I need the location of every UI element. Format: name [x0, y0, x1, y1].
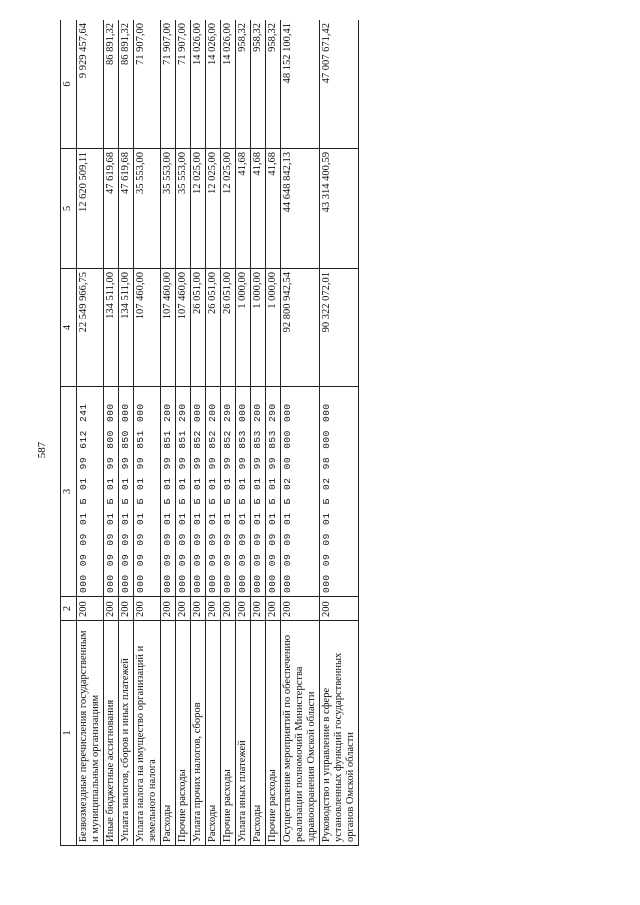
header-cell: 4	[61, 269, 77, 387]
table-wrapper	[60, 20, 620, 846]
row-value-col5: 47 619,68	[104, 149, 119, 269]
row-value-col4: 26 051,00	[191, 269, 206, 387]
row-name: Уплата налогов, сборов и иных платежей	[119, 621, 134, 846]
row-code-col2: 200	[134, 597, 161, 621]
row-code-col2: 200	[191, 597, 206, 621]
row-value-col6: 958,32	[266, 20, 281, 149]
table-row	[77, 20, 104, 846]
row-name: Прочие расходы	[221, 621, 236, 846]
header-cell: 2	[61, 597, 77, 621]
row-value-col4: 22 549 966,75	[77, 269, 104, 387]
row-code-col2: 200	[119, 597, 134, 621]
row-value-col4: 107 460,00	[176, 269, 191, 387]
row-value-col5: 35 553,00	[134, 149, 161, 269]
row-value-col6: 958,32	[251, 20, 266, 149]
row-classification-code: 000 09 09 01 Б 01 99 853 290	[266, 387, 281, 597]
row-value-col6: 9 929 457,64	[77, 20, 104, 149]
row-code-col2: 200	[281, 597, 320, 621]
table-row	[134, 20, 161, 846]
row-name: Уплата иных платежей	[236, 621, 251, 846]
header-cell: 1	[61, 621, 77, 846]
row-value-col4: 26 051,00	[206, 269, 221, 387]
row-value-col4: 134 511,00	[119, 269, 134, 387]
row-value-col5: 12 620 509,11	[77, 149, 104, 269]
table-row	[206, 20, 221, 846]
row-name: Расходы	[206, 621, 221, 846]
row-value-col4: 1 000,00	[251, 269, 266, 387]
row-classification-code: 000 09 09 01 Б 01 99 853 000	[236, 387, 251, 597]
row-value-col5: 43 314 400,59	[320, 149, 359, 269]
row-value-col6: 14 026,00	[221, 20, 236, 149]
row-value-col6: 86 891,32	[119, 20, 134, 149]
row-name: Расходы	[251, 621, 266, 846]
row-name: Расходы	[161, 621, 176, 846]
row-value-col5: 12 025,00	[221, 149, 236, 269]
row-name: Уплата налога на имущество организаций и земельного налога	[134, 621, 161, 846]
row-value-col5: 35 553,00	[161, 149, 176, 269]
row-value-col5: 44 648 842,13	[281, 149, 320, 269]
header-cell: 3	[61, 387, 77, 597]
row-value-col4: 92 800 942,54	[281, 269, 320, 387]
table-row	[236, 20, 251, 846]
row-value-col4: 90 322 072,01	[320, 269, 359, 387]
row-classification-code: 000 09 09 01 Б 01 99 852 000	[191, 387, 206, 597]
row-value-col5: 41,68	[236, 149, 251, 269]
row-code-col2: 200	[161, 597, 176, 621]
row-value-col6: 48 152 100,41	[281, 20, 320, 149]
row-value-col5: 41,68	[266, 149, 281, 269]
row-value-col5: 12 025,00	[191, 149, 206, 269]
row-name: Осуществление мероприятий по обеспечению реализации полномочий Министерства здравоохранения Омской области	[281, 621, 320, 846]
row-value-col4: 1 000,00	[236, 269, 251, 387]
budget-table	[60, 20, 359, 846]
row-value-col6: 86 891,32	[104, 20, 119, 149]
row-value-col4: 26 051,00	[221, 269, 236, 387]
table-row	[251, 20, 266, 846]
row-classification-code: 000 09 09 01 Б 01 99 851 200	[161, 387, 176, 597]
row-value-col5: 12 025,00	[206, 149, 221, 269]
table-row	[320, 20, 359, 846]
row-classification-code: 000 09 09 01 Б 01 99 800 000	[104, 387, 119, 597]
row-value-col6: 14 026,00	[191, 20, 206, 149]
row-classification-code: 000 09 09 01 Б 01 99 851 290	[176, 387, 191, 597]
row-code-col2: 200	[251, 597, 266, 621]
table-row	[266, 20, 281, 846]
row-classification-code: 000 09 09 01 Б 01 99 853 200	[251, 387, 266, 597]
row-classification-code: 000 09 09 01 Б 02 00 000 000	[281, 387, 320, 597]
row-name: Прочие расходы	[176, 621, 191, 846]
table-row	[119, 20, 134, 846]
row-classification-code: 000 09 09 01 Б 01 99 851 000	[134, 387, 161, 597]
row-code-col2: 200	[176, 597, 191, 621]
row-code-col2: 200	[236, 597, 251, 621]
row-value-col6: 71 907,00	[161, 20, 176, 149]
row-code-col2: 200	[77, 597, 104, 621]
row-name: Прочие расходы	[266, 621, 281, 846]
row-value-col5: 35 553,00	[176, 149, 191, 269]
row-classification-code: 000 09 09 01 Б 01 99 852 290	[221, 387, 236, 597]
rotated-table-area	[60, 20, 620, 846]
row-name: Иные бюджетные ассигнования	[104, 621, 119, 846]
row-code-col2: 200	[320, 597, 359, 621]
header-row	[61, 20, 77, 846]
row-value-col5: 41,68	[251, 149, 266, 269]
row-value-col6: 14 026,00	[206, 20, 221, 149]
row-name: Руководство и управление в сфере установленных функций государственных органов Омской области	[320, 621, 359, 846]
row-value-col4: 134 511,00	[104, 269, 119, 387]
header-cell: 5	[61, 149, 77, 269]
row-code-col2: 200	[206, 597, 221, 621]
row-value-col6: 71 907,00	[176, 20, 191, 149]
row-code-col2: 200	[221, 597, 236, 621]
row-value-col6: 47 007 671,42	[320, 20, 359, 149]
row-classification-code: 000 09 09 01 Б 01 99 850 000	[119, 387, 134, 597]
row-code-col2: 200	[266, 597, 281, 621]
row-value-col6: 958,32	[236, 20, 251, 149]
table-row	[221, 20, 236, 846]
row-value-col4: 107 460,00	[161, 269, 176, 387]
table-row	[176, 20, 191, 846]
table-row	[161, 20, 176, 846]
row-code-col2: 200	[104, 597, 119, 621]
table-row	[104, 20, 119, 846]
page-number: 587	[36, 441, 48, 459]
row-value-col4: 1 000,00	[266, 269, 281, 387]
row-classification-code: 000 09 09 01 Б 02 98 000 000	[320, 387, 359, 597]
table-row	[281, 20, 320, 846]
header-cell: 6	[61, 20, 77, 149]
row-name: Безвозмездные перечисления государственным и муниципальным организациям	[77, 621, 104, 846]
table-row	[191, 20, 206, 846]
row-name: Уплата прочих налогов, сборов	[191, 621, 206, 846]
row-value-col5: 47 619,68	[119, 149, 134, 269]
row-value-col4: 107 460,00	[134, 269, 161, 387]
row-value-col6: 71 907,00	[134, 20, 161, 149]
row-classification-code: 000 09 09 01 Б 01 99 612 241	[77, 387, 104, 597]
row-classification-code: 000 09 09 01 Б 01 99 852 200	[206, 387, 221, 597]
